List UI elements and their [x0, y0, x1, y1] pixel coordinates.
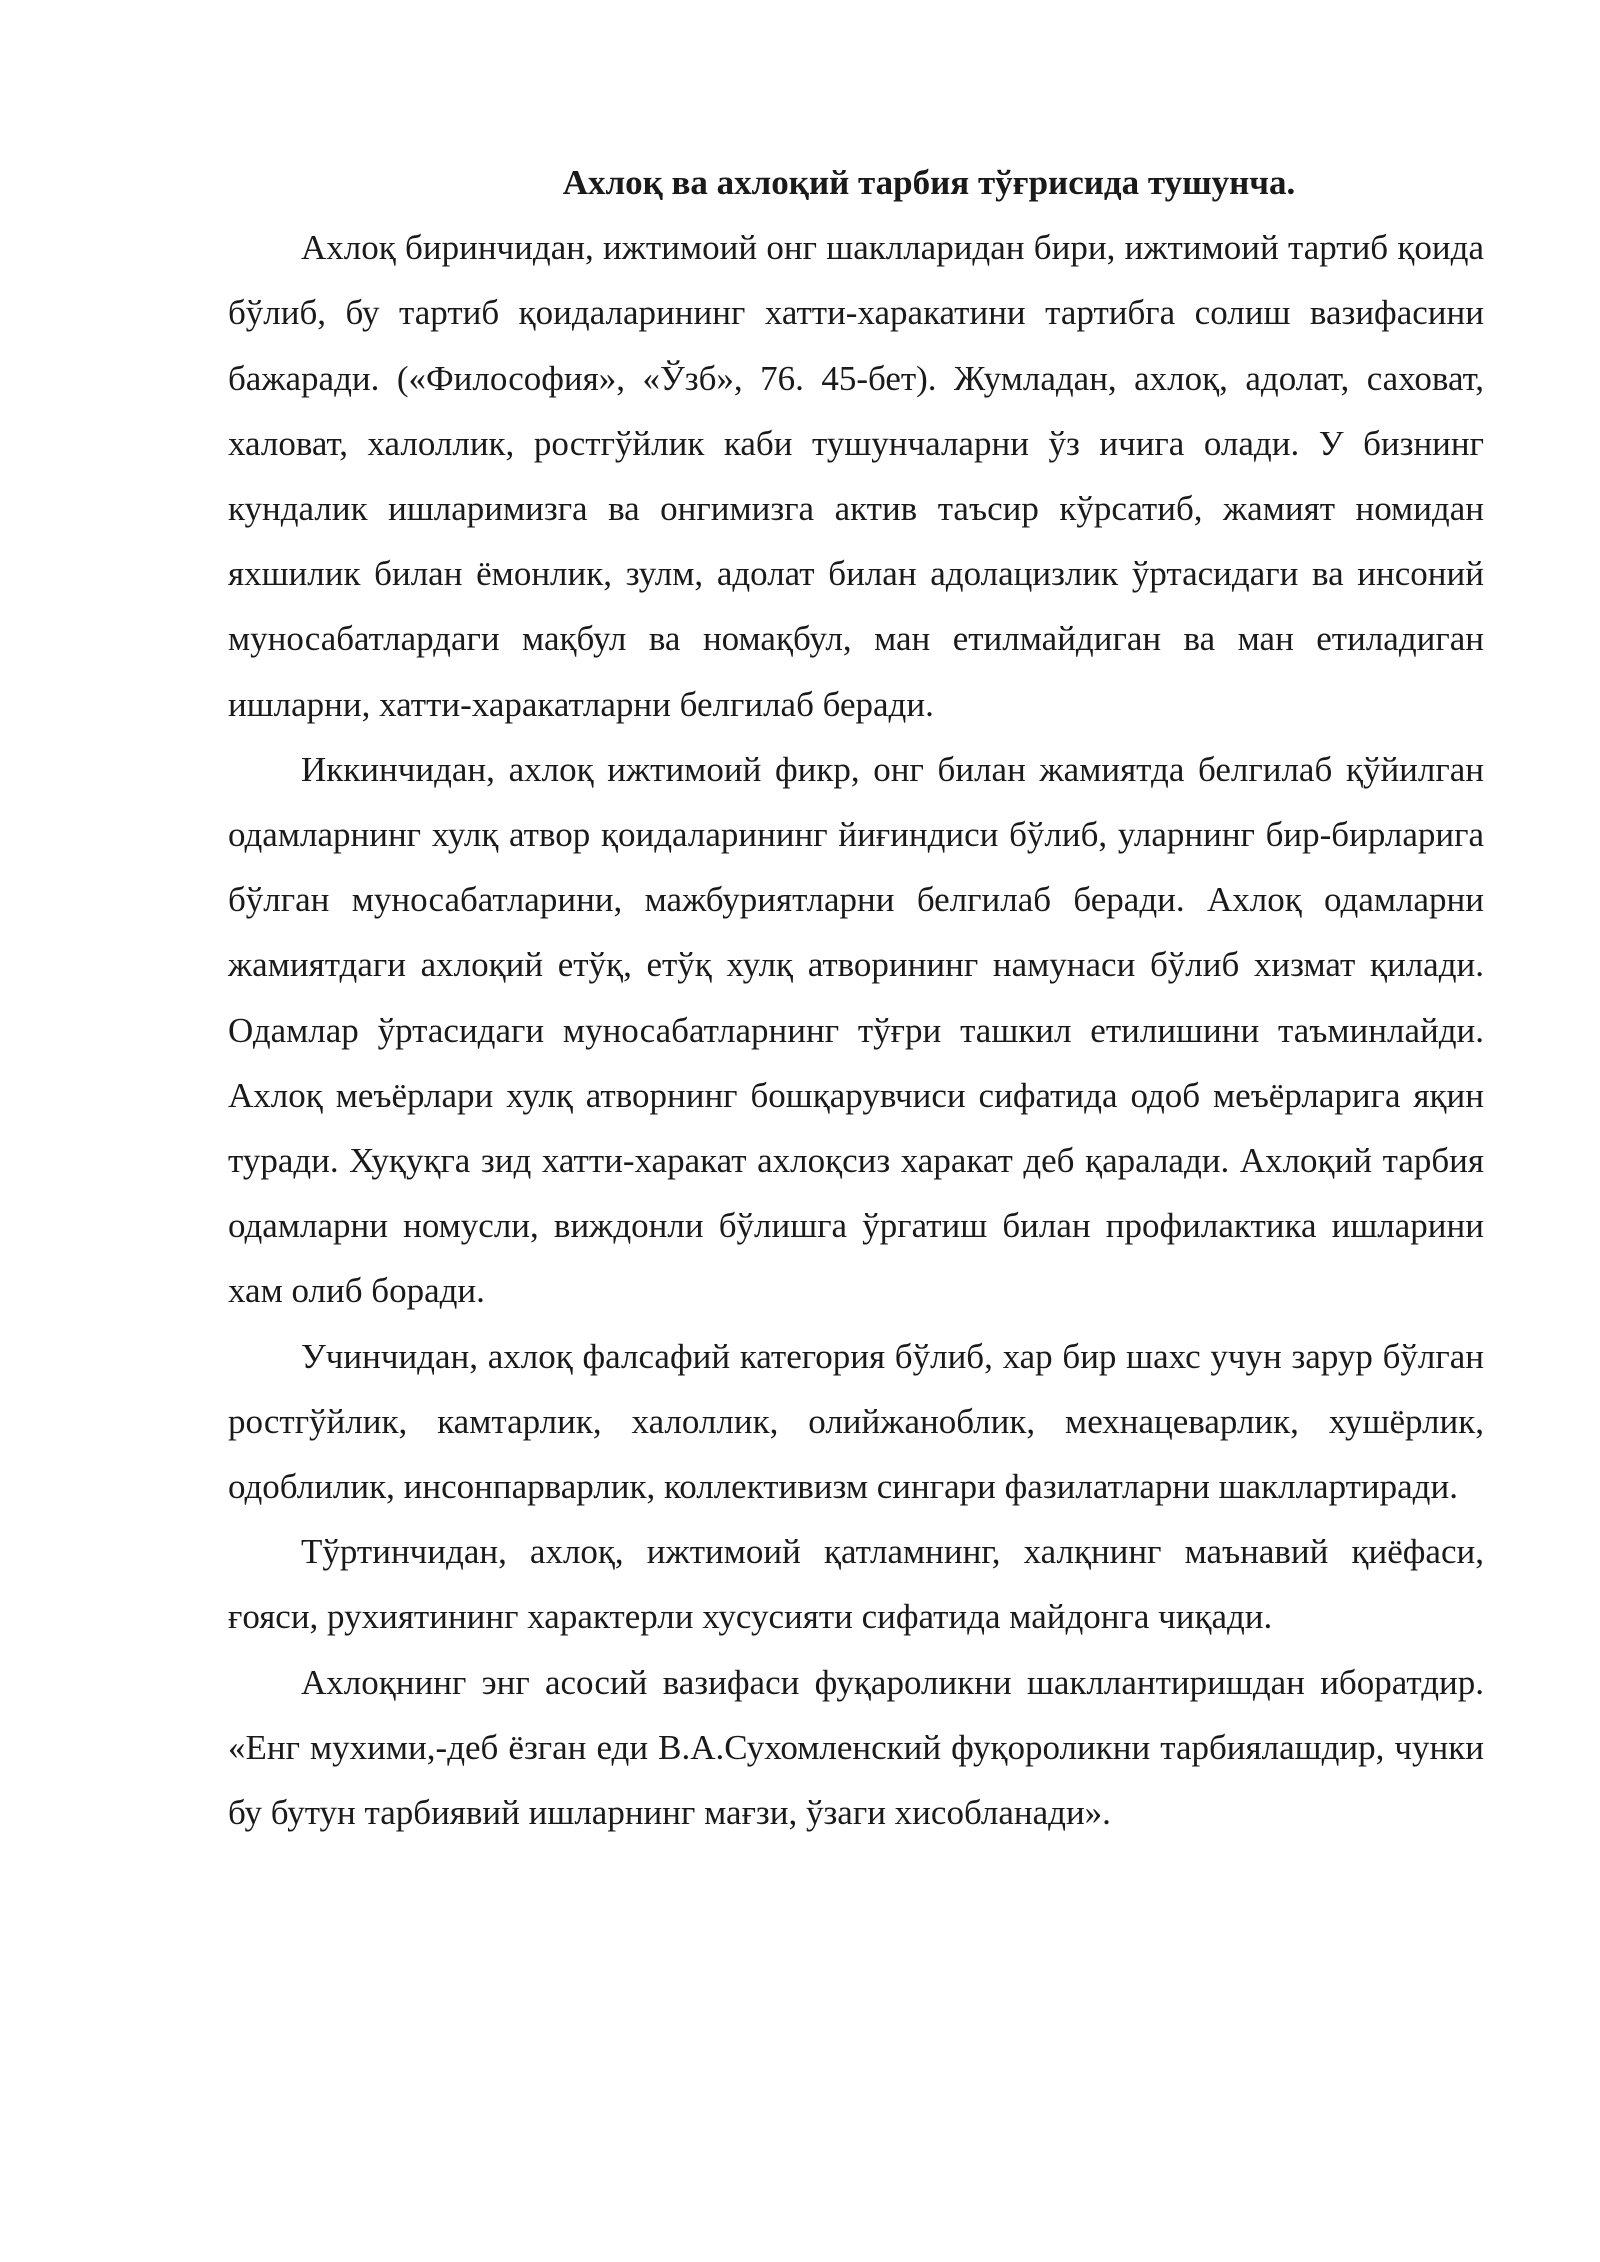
- document-title: Ахлоқ ва ахлоқий тарбия тўғрисида тушунча.: [562, 163, 1296, 202]
- paragraph-5: Ахлоқнинг энг асосий вазифаси фуқароликни шакллантиришдан иборатдир. «Енг мухими,-деб ёзган еди В.А.Сухомленский фуқороликни тарбиялашдир, чунки бу бутун тарбиявий ишларнинг мағзи, ўзаги хисобланади».: [228, 1662, 1484, 1833]
- paragraph-2: Иккинчидан, ахлоқ ижтимоий фикр, онг билан жамиятда белгилаб қўйилган одамларнинг хулқ атвор қоидаларининг йиғиндиси бўлиб, уларнинг бир-бирларига бўлган муносабатларини, мажбуриятларни белгилаб беради. Ахлоқ одамларни жамиятдаги ахлоқий етўқ, етўқ хулқ атворининг намунаси бўлиб хизмат қилади. Одамлар ўртасидаги муносабатларнинг тўғри ташкил етилишини таъминлайди. Ахлоқ меъёрлари хулқ атворнинг бошқарувчиси сифатида одоб меъёрларига яқин туради. Хуқуқга зид хатти-харакат ахлоқсиз харакат деб қаралади. Ахлоқий тарбия одамларни номусли, виждонли бўлишга ўргатиш билан профилактика ишларини хам олиб боради.: [228, 749, 1484, 1311]
- paragraph-1: Ахлоқ биринчидан, ижтимоий онг шаклларидан бири, ижтимоий тартиб қоида бўлиб, бу тартиб қоидаларининг хатти-харакатини тартибга солиш вазифасини бажаради. («Философия», «Ўзб», 76. 45-бет). Жумладан, ахлоқ, адолат, саховат, халоват, халоллик, ростгўйлик каби тушунчаларни ўз ичига олади. У бизнинг кундалик ишларимизга ва онгимизга актив таъсир кўрсатиб, жамият номидан яхшилик билан ёмонлик, зулм, адолат билан адолацизлик ўртасидаги ва инсоний муносабатлардаги мақбул ва номақбул, ман етилмайдиган ва ман етиладиган ишларни, хатти-харакатларни белгилаб беради.: [228, 228, 1484, 724]
- paragraph-3: Учинчидан, ахлоқ фалсафий категория бўлиб, хар бир шахс учун зарур бўлган ростгўйлик, камтарлик, халоллик, олийжаноблик, мехнацеварлик, хушёрлик, одоблилик, инсонпарварлик, коллективизм сингари фазилатларни шакллартиради.: [228, 1336, 1484, 1507]
- document-body: [228, 150, 1484, 1845]
- paragraph-4: Тўртинчидан, ахлоқ, ижтимоий қатламнинг, халқнинг маънавий қиёфаси, ғояси, рухиятининг характерли хусусияти сифатида майдонга чиқади.: [228, 1532, 1484, 1637]
